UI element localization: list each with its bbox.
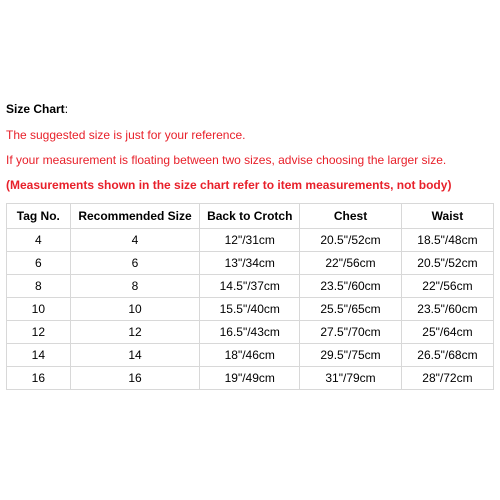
cell-back-to-crotch: 15.5"/40cm <box>200 298 300 321</box>
cell-tag-no: 8 <box>7 275 71 298</box>
cell-chest: 22"/56cm <box>300 252 402 275</box>
header-waist: Waist <box>401 204 493 229</box>
cell-tag-no: 16 <box>7 367 71 390</box>
cell-chest: 27.5"/70cm <box>300 321 402 344</box>
table-row <box>7 229 494 252</box>
size-chart-section <box>6 102 494 390</box>
cell-chest: 29.5"/75cm <box>300 344 402 367</box>
table-row <box>7 321 494 344</box>
cell-chest: 20.5"/52cm <box>300 229 402 252</box>
cell-tag-no: 4 <box>7 229 71 252</box>
note-larger-size: If your measurement is floating between two sizes, advise choosing the larger size. <box>6 153 447 167</box>
cell-back-to-crotch: 18"/46cm <box>200 344 300 367</box>
cell-tag-no: 14 <box>7 344 71 367</box>
cell-chest: 25.5"/65cm <box>300 298 402 321</box>
header-chest: Chest <box>300 204 402 229</box>
cell-back-to-crotch: 19"/49cm <box>200 367 300 390</box>
cell-tag-no: 6 <box>7 252 71 275</box>
header-back-to-crotch: Back to Crotch <box>200 204 300 229</box>
note-item-measurements: (Measurements shown in the size chart refer to item measurements, not body) <box>6 178 452 192</box>
cell-tag-no: 10 <box>7 298 71 321</box>
cell-waist: 22"/56cm <box>401 275 493 298</box>
cell-tag-no: 12 <box>7 321 71 344</box>
cell-back-to-crotch: 16.5"/43cm <box>200 321 300 344</box>
header-recommended-size: Recommended Size <box>70 204 200 229</box>
table-row <box>7 298 494 321</box>
cell-recommended-size: 12 <box>70 321 200 344</box>
cell-recommended-size: 16 <box>70 367 200 390</box>
cell-waist: 28"/72cm <box>401 367 493 390</box>
table-header-row <box>7 204 494 229</box>
cell-waist: 23.5"/60cm <box>401 298 493 321</box>
size-chart-title-colon: : <box>64 102 69 116</box>
cell-waist: 25"/64cm <box>401 321 493 344</box>
cell-recommended-size: 6 <box>70 252 200 275</box>
cell-waist: 18.5"/48cm <box>401 229 493 252</box>
cell-back-to-crotch: 14.5"/37cm <box>200 275 300 298</box>
table-row <box>7 252 494 275</box>
table-row <box>7 344 494 367</box>
note-reference: The suggested size is just for your reference. <box>6 128 246 142</box>
cell-recommended-size: 4 <box>70 229 200 252</box>
header-tag-no: Tag No. <box>7 204 71 229</box>
size-table <box>6 203 494 390</box>
cell-back-to-crotch: 12"/31cm <box>200 229 300 252</box>
size-chart-title: Size Chart <box>6 102 65 116</box>
cell-waist: 20.5"/52cm <box>401 252 493 275</box>
cell-recommended-size: 10 <box>70 298 200 321</box>
table-row <box>7 367 494 390</box>
cell-chest: 23.5"/60cm <box>300 275 402 298</box>
cell-waist: 26.5"/68cm <box>401 344 493 367</box>
cell-recommended-size: 8 <box>70 275 200 298</box>
table-row <box>7 275 494 298</box>
cell-chest: 31"/79cm <box>300 367 402 390</box>
cell-recommended-size: 14 <box>70 344 200 367</box>
cell-back-to-crotch: 13"/34cm <box>200 252 300 275</box>
size-chart-heading <box>6 102 494 116</box>
